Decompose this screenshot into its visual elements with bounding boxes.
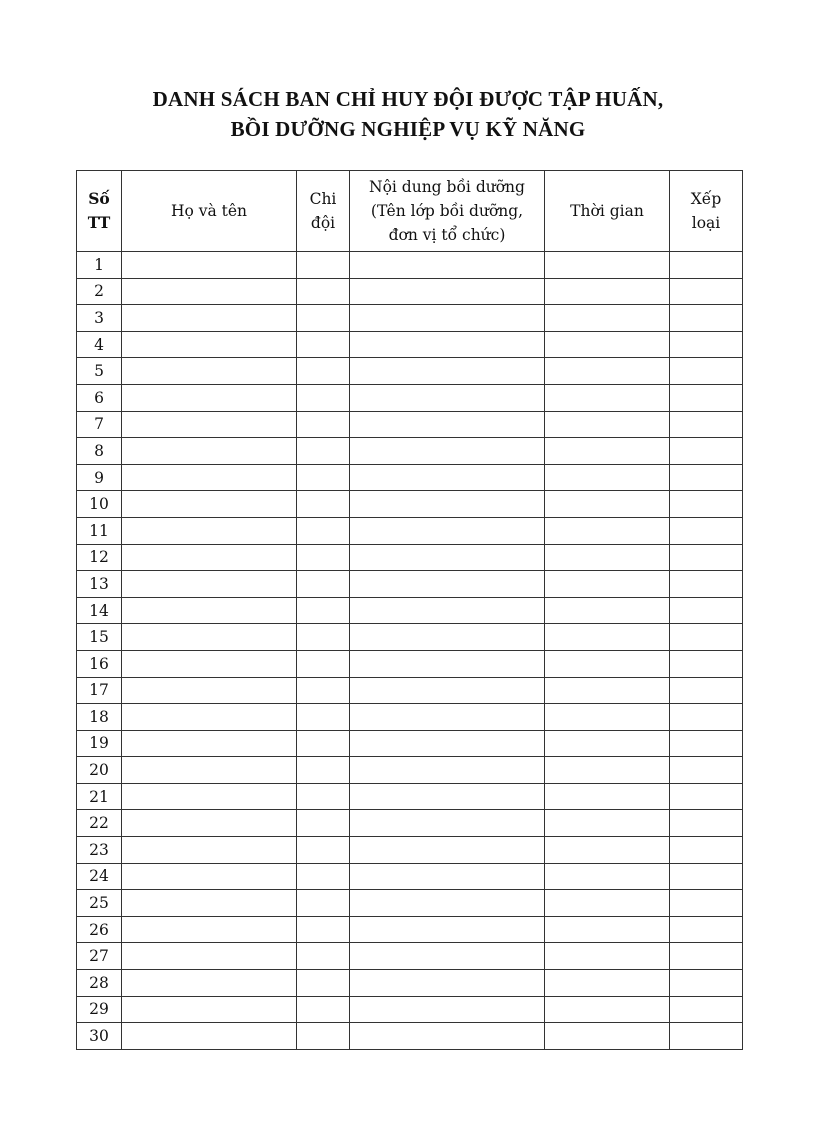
name-cell[interactable]	[122, 384, 297, 411]
table-row	[77, 810, 743, 837]
content-cell[interactable]	[350, 464, 545, 491]
time-cell[interactable]	[545, 837, 670, 864]
row-number: 10	[77, 491, 122, 518]
table-row	[77, 916, 743, 943]
table-row	[77, 624, 743, 651]
row-number: 9	[77, 464, 122, 491]
rank-cell[interactable]	[670, 810, 743, 837]
content-cell[interactable]	[350, 438, 545, 465]
time-cell[interactable]	[545, 863, 670, 890]
table-row	[77, 757, 743, 784]
row-number: 30	[77, 1023, 122, 1050]
unit-cell[interactable]	[297, 996, 350, 1023]
table-row	[77, 331, 743, 358]
content-cell[interactable]	[350, 890, 545, 917]
row-number: 14	[77, 597, 122, 624]
table-row	[77, 544, 743, 571]
time-cell[interactable]	[545, 1023, 670, 1050]
header-rank: Xếp loại	[670, 171, 743, 252]
rank-cell[interactable]	[670, 305, 743, 332]
content-cell[interactable]	[350, 1023, 545, 1050]
unit-cell[interactable]	[297, 331, 350, 358]
time-cell[interactable]	[545, 890, 670, 917]
rank-cell[interactable]	[670, 491, 743, 518]
name-cell[interactable]	[122, 597, 297, 624]
rank-cell[interactable]	[670, 411, 743, 438]
rank-cell[interactable]	[670, 943, 743, 970]
content-cell[interactable]	[350, 358, 545, 385]
rank-cell[interactable]	[670, 597, 743, 624]
time-cell[interactable]	[545, 810, 670, 837]
content-cell[interactable]	[350, 411, 545, 438]
time-cell[interactable]	[545, 305, 670, 332]
table-header-row	[77, 171, 743, 252]
time-cell[interactable]	[545, 411, 670, 438]
name-cell[interactable]	[122, 943, 297, 970]
content-cell[interactable]	[350, 837, 545, 864]
rank-cell[interactable]	[670, 358, 743, 385]
row-number: 28	[77, 970, 122, 997]
unit-cell[interactable]	[297, 650, 350, 677]
table-row	[77, 464, 743, 491]
rank-cell[interactable]	[670, 517, 743, 544]
table-row	[77, 597, 743, 624]
name-cell[interactable]	[122, 438, 297, 465]
unit-cell[interactable]	[297, 916, 350, 943]
title-line-1: DANH SÁCH BAN CHỈ HUY ĐỘI ĐƯỢC TẬP HUẤN,	[152, 87, 664, 111]
unit-cell[interactable]	[297, 278, 350, 305]
unit-cell[interactable]	[297, 863, 350, 890]
name-cell[interactable]	[122, 890, 297, 917]
time-cell[interactable]	[545, 597, 670, 624]
rank-cell[interactable]	[670, 278, 743, 305]
rank-cell[interactable]	[670, 916, 743, 943]
time-cell[interactable]	[545, 943, 670, 970]
rank-cell[interactable]	[670, 837, 743, 864]
table-row	[77, 650, 743, 677]
name-cell[interactable]	[122, 331, 297, 358]
row-number: 7	[77, 411, 122, 438]
time-cell[interactable]	[545, 677, 670, 704]
unit-cell[interactable]	[297, 837, 350, 864]
content-cell[interactable]	[350, 996, 545, 1023]
row-number: 11	[77, 517, 122, 544]
unit-cell[interactable]	[297, 544, 350, 571]
time-cell[interactable]	[545, 916, 670, 943]
unit-cell[interactable]	[297, 491, 350, 518]
unit-cell[interactable]	[297, 517, 350, 544]
rank-cell[interactable]	[670, 970, 743, 997]
unit-cell[interactable]	[297, 704, 350, 731]
unit-cell[interactable]	[297, 597, 350, 624]
row-number: 27	[77, 943, 122, 970]
name-cell[interactable]	[122, 810, 297, 837]
unit-cell[interactable]	[297, 810, 350, 837]
row-number: 13	[77, 571, 122, 598]
content-cell[interactable]	[350, 544, 545, 571]
table-row	[77, 704, 743, 731]
rank-cell[interactable]	[670, 464, 743, 491]
table-body	[77, 252, 743, 1050]
unit-cell[interactable]	[297, 358, 350, 385]
time-cell[interactable]	[545, 384, 670, 411]
unit-cell[interactable]	[297, 677, 350, 704]
name-cell[interactable]	[122, 305, 297, 332]
name-cell[interactable]	[122, 996, 297, 1023]
time-cell[interactable]	[545, 491, 670, 518]
rank-cell[interactable]	[670, 1023, 743, 1050]
unit-cell[interactable]	[297, 438, 350, 465]
row-number: 25	[77, 890, 122, 917]
name-cell[interactable]	[122, 837, 297, 864]
content-cell[interactable]	[350, 571, 545, 598]
name-cell[interactable]	[122, 677, 297, 704]
time-cell[interactable]	[545, 331, 670, 358]
time-cell[interactable]	[545, 996, 670, 1023]
row-number: 15	[77, 624, 122, 651]
rank-cell[interactable]	[670, 384, 743, 411]
row-number: 8	[77, 438, 122, 465]
content-cell[interactable]	[350, 916, 545, 943]
content-cell[interactable]	[350, 252, 545, 279]
time-cell[interactable]	[545, 517, 670, 544]
rank-cell[interactable]	[670, 730, 743, 757]
unit-cell[interactable]	[297, 252, 350, 279]
time-cell[interactable]	[545, 544, 670, 571]
row-number: 24	[77, 863, 122, 890]
rank-cell[interactable]	[670, 624, 743, 651]
content-cell[interactable]	[350, 730, 545, 757]
name-cell[interactable]	[122, 970, 297, 997]
name-cell[interactable]	[122, 730, 297, 757]
table-row	[77, 970, 743, 997]
name-cell[interactable]	[122, 1023, 297, 1050]
name-cell[interactable]	[122, 517, 297, 544]
title-line-2: BỒI DƯỠNG NGHIỆP VỤ KỸ NĂNG	[230, 117, 586, 141]
row-number: 18	[77, 704, 122, 731]
rank-cell[interactable]	[670, 783, 743, 810]
rank-cell[interactable]	[670, 890, 743, 917]
table-row	[77, 677, 743, 704]
name-cell[interactable]	[122, 624, 297, 651]
name-cell[interactable]	[122, 757, 297, 784]
time-cell[interactable]	[545, 571, 670, 598]
content-cell[interactable]	[350, 943, 545, 970]
name-cell[interactable]	[122, 252, 297, 279]
table-row	[77, 491, 743, 518]
content-cell[interactable]	[350, 331, 545, 358]
header-name: Họ và tên	[122, 171, 297, 252]
unit-cell[interactable]	[297, 730, 350, 757]
unit-cell[interactable]	[297, 305, 350, 332]
time-cell[interactable]	[545, 757, 670, 784]
row-number: 20	[77, 757, 122, 784]
table-row	[77, 252, 743, 279]
time-cell[interactable]	[545, 970, 670, 997]
row-number: 29	[77, 996, 122, 1023]
unit-cell[interactable]	[297, 1023, 350, 1050]
content-cell[interactable]	[350, 650, 545, 677]
table-row	[77, 438, 743, 465]
unit-cell[interactable]	[297, 624, 350, 651]
name-cell[interactable]	[122, 571, 297, 598]
row-number: 19	[77, 730, 122, 757]
time-cell[interactable]	[545, 278, 670, 305]
table-row	[77, 571, 743, 598]
unit-cell[interactable]	[297, 464, 350, 491]
name-cell[interactable]	[122, 491, 297, 518]
time-cell[interactable]	[545, 438, 670, 465]
table-row	[77, 305, 743, 332]
name-cell[interactable]	[122, 650, 297, 677]
content-cell[interactable]	[350, 757, 545, 784]
name-cell[interactable]	[122, 863, 297, 890]
name-cell[interactable]	[122, 783, 297, 810]
row-number: 1	[77, 252, 122, 279]
table-row	[77, 1023, 743, 1050]
rank-cell[interactable]	[670, 650, 743, 677]
unit-cell[interactable]	[297, 757, 350, 784]
content-cell[interactable]	[350, 491, 545, 518]
table-row	[77, 517, 743, 544]
document-title	[0, 84, 816, 144]
content-cell[interactable]	[350, 783, 545, 810]
rank-cell[interactable]	[670, 757, 743, 784]
content-cell[interactable]	[350, 305, 545, 332]
rank-cell[interactable]	[670, 996, 743, 1023]
table-row	[77, 996, 743, 1023]
name-cell[interactable]	[122, 916, 297, 943]
rank-cell[interactable]	[670, 571, 743, 598]
unit-cell[interactable]	[297, 890, 350, 917]
header-time: Thời gian	[545, 171, 670, 252]
row-number: 2	[77, 278, 122, 305]
content-cell[interactable]	[350, 278, 545, 305]
rank-cell[interactable]	[670, 704, 743, 731]
row-number: 6	[77, 384, 122, 411]
content-cell[interactable]	[350, 384, 545, 411]
name-cell[interactable]	[122, 358, 297, 385]
time-cell[interactable]	[545, 358, 670, 385]
time-cell[interactable]	[545, 624, 670, 651]
table-row	[77, 890, 743, 917]
rank-cell[interactable]	[670, 677, 743, 704]
table-row	[77, 837, 743, 864]
rank-cell[interactable]	[670, 438, 743, 465]
content-cell[interactable]	[350, 863, 545, 890]
content-cell[interactable]	[350, 624, 545, 651]
time-cell[interactable]	[545, 252, 670, 279]
table-row	[77, 411, 743, 438]
row-number: 22	[77, 810, 122, 837]
rank-cell[interactable]	[670, 252, 743, 279]
content-cell[interactable]	[350, 597, 545, 624]
name-cell[interactable]	[122, 278, 297, 305]
unit-cell[interactable]	[297, 411, 350, 438]
table-row	[77, 384, 743, 411]
table-row	[77, 863, 743, 890]
row-number: 16	[77, 650, 122, 677]
name-cell[interactable]	[122, 411, 297, 438]
row-number: 12	[77, 544, 122, 571]
unit-cell[interactable]	[297, 970, 350, 997]
header-content: Nội dung bồi dưỡng (Tên lớp bồi dưỡng, đơn vị tổ chức)	[350, 171, 545, 252]
name-cell[interactable]	[122, 544, 297, 571]
unit-cell[interactable]	[297, 783, 350, 810]
table-row	[77, 783, 743, 810]
name-cell[interactable]	[122, 704, 297, 731]
row-number: 4	[77, 331, 122, 358]
time-cell[interactable]	[545, 650, 670, 677]
row-number: 23	[77, 837, 122, 864]
header-unit: Chi đội	[297, 171, 350, 252]
content-cell[interactable]	[350, 517, 545, 544]
row-number: 17	[77, 677, 122, 704]
row-number: 5	[77, 358, 122, 385]
content-cell[interactable]	[350, 677, 545, 704]
time-cell[interactable]	[545, 464, 670, 491]
content-cell[interactable]	[350, 810, 545, 837]
unit-cell[interactable]	[297, 384, 350, 411]
name-cell[interactable]	[122, 464, 297, 491]
table-row	[77, 278, 743, 305]
content-cell[interactable]	[350, 704, 545, 731]
row-number: 26	[77, 916, 122, 943]
row-number: 21	[77, 783, 122, 810]
unit-cell[interactable]	[297, 571, 350, 598]
roster-table	[76, 170, 743, 1050]
header-stt: Số TT	[77, 171, 122, 252]
table-row	[77, 730, 743, 757]
rank-cell[interactable]	[670, 863, 743, 890]
table-row	[77, 358, 743, 385]
content-cell[interactable]	[350, 970, 545, 997]
time-cell[interactable]	[545, 704, 670, 731]
time-cell[interactable]	[545, 783, 670, 810]
rank-cell[interactable]	[670, 331, 743, 358]
table-row	[77, 943, 743, 970]
row-number: 3	[77, 305, 122, 332]
rank-cell[interactable]	[670, 544, 743, 571]
time-cell[interactable]	[545, 730, 670, 757]
unit-cell[interactable]	[297, 943, 350, 970]
